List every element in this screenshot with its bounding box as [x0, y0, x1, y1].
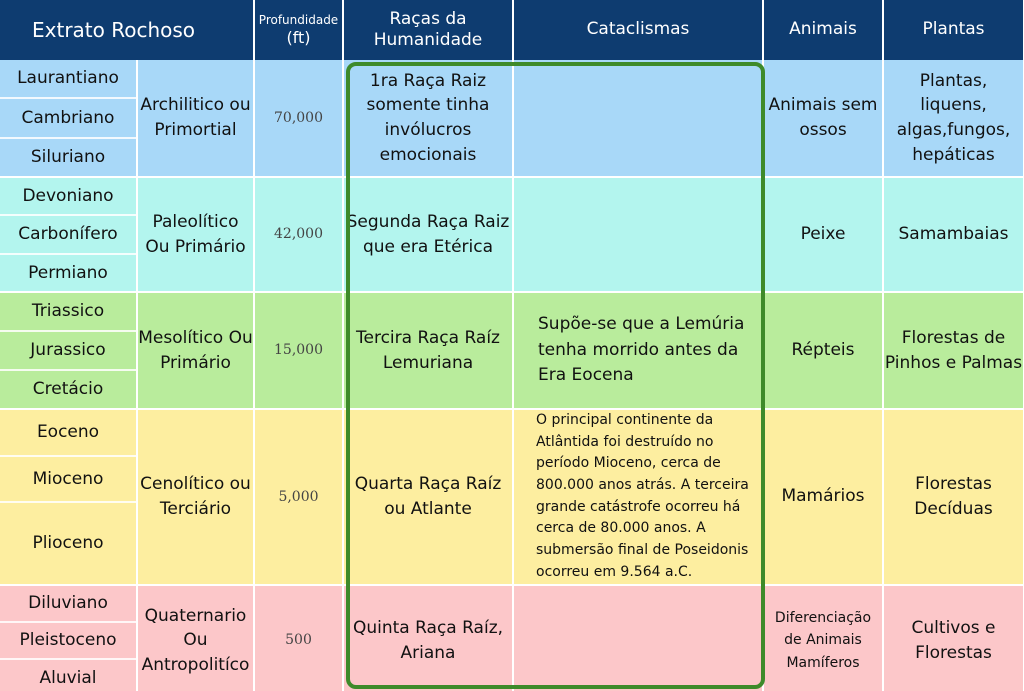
period-name: Pleistoceno	[0, 623, 136, 660]
header-row	[0, 0, 1024, 60]
period-name: Diluviano	[0, 586, 136, 623]
table-row	[0, 585, 1024, 691]
depth-cell: 5,000	[254, 409, 343, 585]
period-name: Plioceno	[32, 533, 104, 554]
plants-cell: Plantas, liquens, algas,fungos, hepáticas	[883, 60, 1024, 177]
era-cell: Quaternario Ou Antropolitíco	[137, 585, 254, 691]
table-row	[0, 292, 1024, 409]
period-name: Laurantiano	[0, 60, 136, 99]
period-name: Eoceno	[0, 410, 136, 457]
cataclysm-cell: O principal continente da Atlântida foi destruído no período Mioceno, cerca de 800.000 anos atrás. A terceira grande catástrofe ocorreu há cerca de 80.000 anos. A submersão final de Poseidonis ocorreu em 9.564 a.C.	[513, 409, 763, 585]
depth-cell: 70,000	[254, 60, 343, 177]
era-cell: Paleolítico Ou Primário	[137, 177, 254, 292]
period-name: Jurassico	[0, 332, 136, 371]
header-plants: Plantas	[883, 0, 1024, 60]
period-cell	[0, 409, 137, 585]
animals-cell: Répteis	[763, 292, 883, 409]
period-name: Cretácio	[32, 379, 104, 400]
period-cell	[0, 585, 137, 691]
animals-cell: Mamários	[763, 409, 883, 585]
animals-cell: Peixe	[763, 177, 883, 292]
era-cell: Cenolítico ou Terciário	[137, 409, 254, 585]
cataclysm-cell	[513, 60, 763, 177]
header-depth-label: Profundidade	[258, 12, 339, 27]
header-depth-unit: (ft)	[286, 27, 311, 47]
table-row	[0, 409, 1024, 585]
cataclysm-cell: Supõe-se que a Lemúria tenha morrido antes da Era Eocena	[513, 292, 763, 409]
race-cell: Segunda Raça Raiz que era Etérica	[343, 177, 513, 292]
depth-cell: 42,000	[254, 177, 343, 292]
race-cell: Quarta Raça Raíz ou Atlante	[343, 409, 513, 585]
header-cataclysms: Cataclismas	[513, 0, 763, 60]
period-cell	[0, 177, 137, 292]
plants-cell: Florestas Decíduas	[883, 409, 1024, 585]
plants-cell: Florestas de Pinhos e Palmas	[883, 292, 1024, 409]
period-name: Carbonífero	[0, 216, 136, 254]
depth-cell: 15,000	[254, 292, 343, 409]
table-row	[0, 60, 1024, 177]
cataclysm-cell	[513, 177, 763, 292]
cataclysm-cell	[513, 585, 763, 691]
header-strata: Extrato Rochoso	[0, 0, 254, 60]
period-cell	[0, 292, 137, 409]
era-cell: Archilitico ou Primortial	[137, 60, 254, 177]
plants-cell: Samambaias	[883, 177, 1024, 292]
race-cell: Tercira Raça Raíz Lemuriana	[343, 292, 513, 409]
period-name: Permiano	[28, 262, 108, 283]
era-cell: Mesolítico Ou Primário	[137, 292, 254, 409]
period-name: Mioceno	[0, 457, 136, 504]
period-name: Devoniano	[0, 178, 136, 216]
period-name: Triassico	[0, 293, 136, 332]
animals-cell: Animais sem ossos	[763, 60, 883, 177]
period-name: Aluvial	[39, 667, 97, 688]
header-animals: Animais	[763, 0, 883, 60]
period-name: Siluriano	[30, 147, 106, 167]
header-depth	[254, 0, 343, 60]
period-cell	[0, 60, 137, 177]
period-name: Cambriano	[0, 99, 136, 138]
race-cell: 1ra Raça Raiz somente tinha invólucros emocionais	[343, 60, 513, 177]
table-row	[0, 177, 1024, 292]
depth-cell: 500	[254, 585, 343, 691]
animals-cell: Diferenciação de Animais Mamíferos	[763, 585, 883, 691]
race-cell: Quinta Raça Raíz, Ariana	[343, 585, 513, 691]
plants-cell: Cultivos e Florestas	[883, 585, 1024, 691]
header-races: Raças da Humanidade	[343, 0, 513, 60]
